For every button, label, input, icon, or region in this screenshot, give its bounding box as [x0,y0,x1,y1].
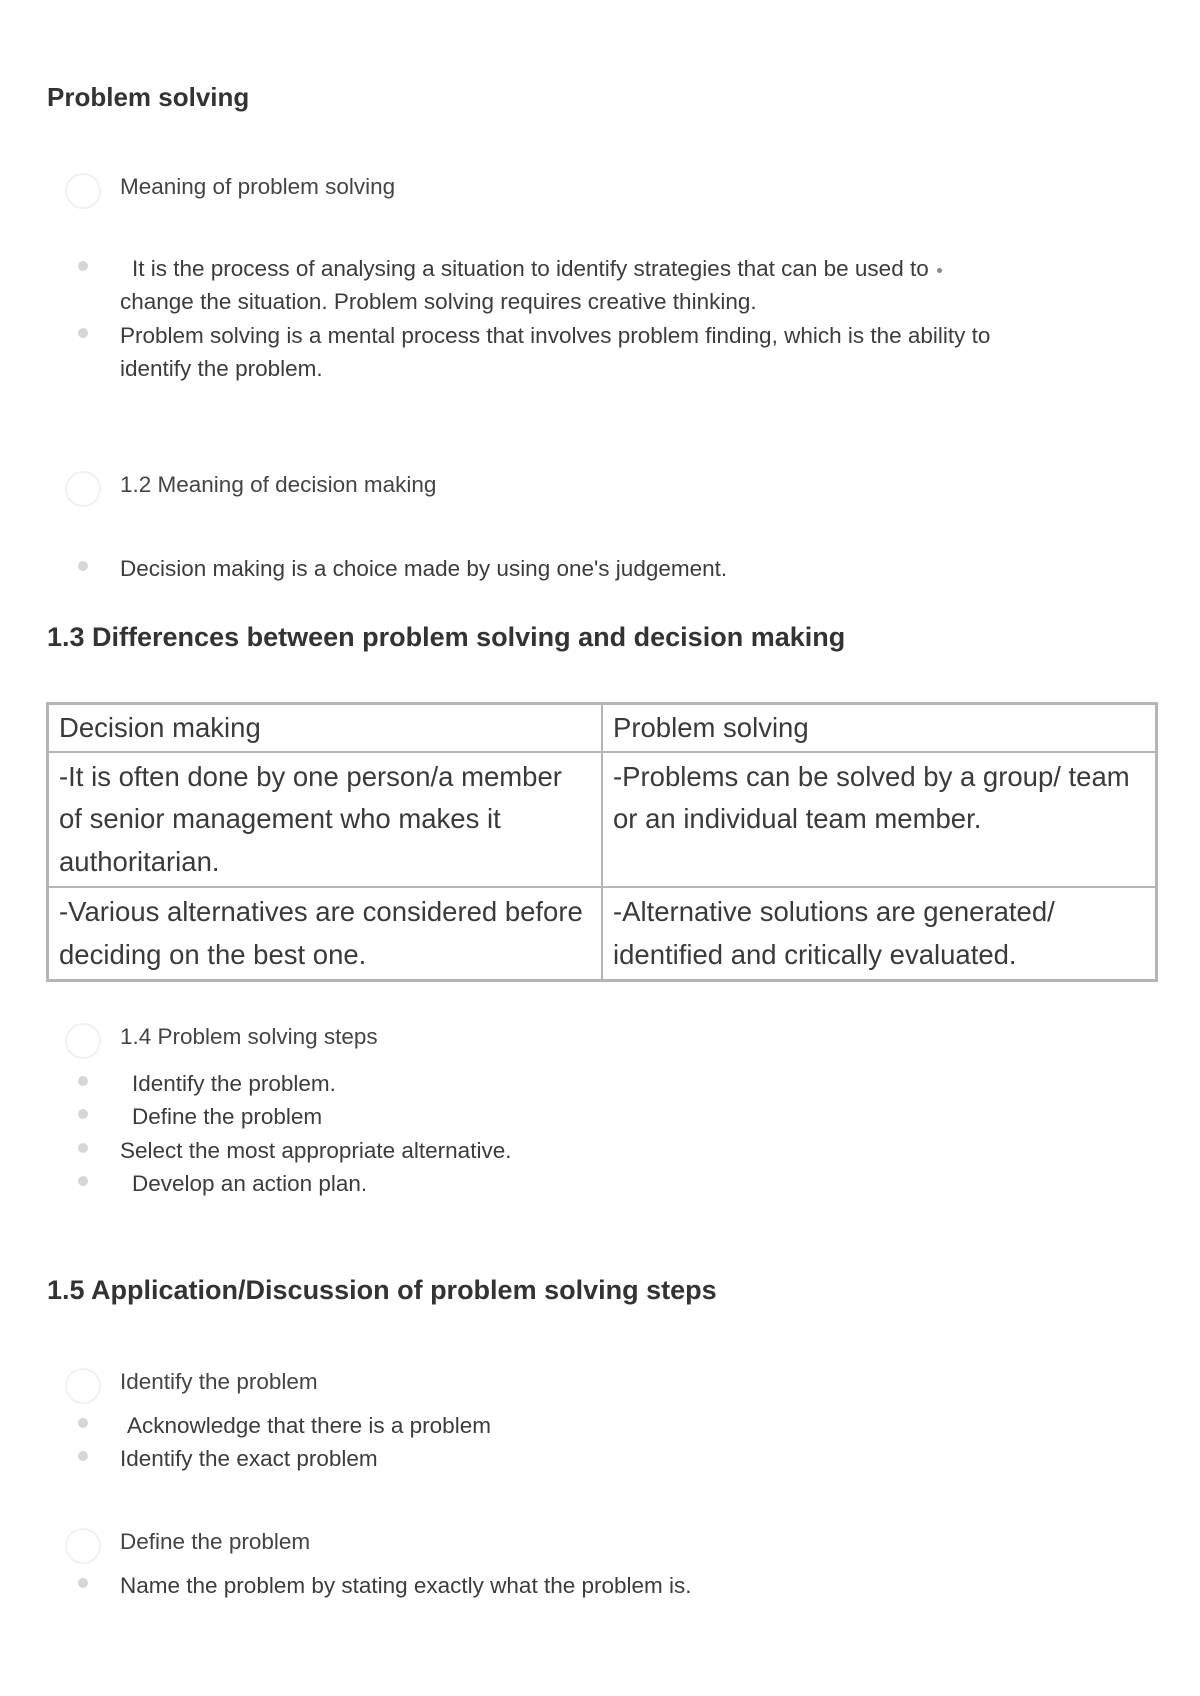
bullet-dot-icon [78,561,88,571]
list-item: It is the process of analysing a situation to identify strategies that can be used to [132,252,942,285]
subheading-identify-problem: Identify the problem [120,1369,318,1394]
table-cell: -Problems can be solved by a group/ team or an individual team member. [602,752,1157,888]
bullet-dot-icon [78,1451,88,1461]
subheading-problem-solving-steps: 1.4 Problem solving steps [120,1024,378,1049]
table-row [48,887,1157,981]
table-cell: -It is often done by one person/a member of senior management who makes it authoritarian. [48,752,603,888]
section-heading-application: 1.5 Application/Discussion of problem solving steps [47,1275,717,1305]
collapse-toggle-icon[interactable] [65,1368,101,1404]
bullet-dot-icon [937,268,942,273]
page-title: Problem solving [47,82,250,112]
collapse-toggle-icon[interactable] [65,173,101,209]
list-item: Name the problem by stating exactly what the problem is. [120,1573,692,1598]
list-item: Acknowledge that there is a problem [127,1413,491,1438]
table-header-row [48,704,1157,752]
bullet-dot-icon [78,1143,88,1153]
subheading-meaning-decision-making: 1.2 Meaning of decision making [120,472,437,497]
list-item: Identify the exact problem [120,1446,378,1471]
list-item: Define the problem [132,1104,323,1129]
collapse-toggle-icon[interactable] [65,1023,101,1059]
comparison-table [46,702,1158,982]
table-header-cell: Decision making [48,704,603,752]
collapse-toggle-icon[interactable] [65,471,101,507]
bullet-dot-icon [78,1418,88,1428]
bullet-dot-icon [78,1109,88,1119]
list-item: Develop an action plan. [132,1171,368,1196]
collapse-toggle-icon[interactable] [65,1528,101,1564]
bullet-dot-icon [78,261,88,271]
list-item: Select the most appropriate alternative. [120,1138,512,1163]
subheading-define-problem: Define the problem [120,1529,311,1554]
table-cell: -Various alternatives are considered before deciding on the best one. [48,887,603,981]
bullet-dot-icon [78,1076,88,1086]
table-header-cell: Problem solving [602,704,1157,752]
table-cell: -Alternative solutions are generated/ identified and critically evaluated. [602,887,1157,981]
bullet-dot-icon [78,1176,88,1186]
bullet-dot-icon [78,328,88,338]
table-row [48,752,1157,888]
list-item-continuation: change the situation. Problem solving requires creative thinking. [120,289,757,314]
section-heading-differences: 1.3 Differences between problem solving and decision making [47,622,846,652]
bullet-dot-icon [78,1578,88,1588]
list-item: Identify the problem. [132,1071,336,1096]
subheading-meaning-problem-solving: Meaning of problem solving [120,174,396,199]
list-item: Decision making is a choice made by using one's judgement. [120,556,728,581]
list-item: Problem solving is a mental process that involves problem finding, which is the ability to [120,323,991,348]
list-item-continuation: identify the problem. [120,356,323,381]
